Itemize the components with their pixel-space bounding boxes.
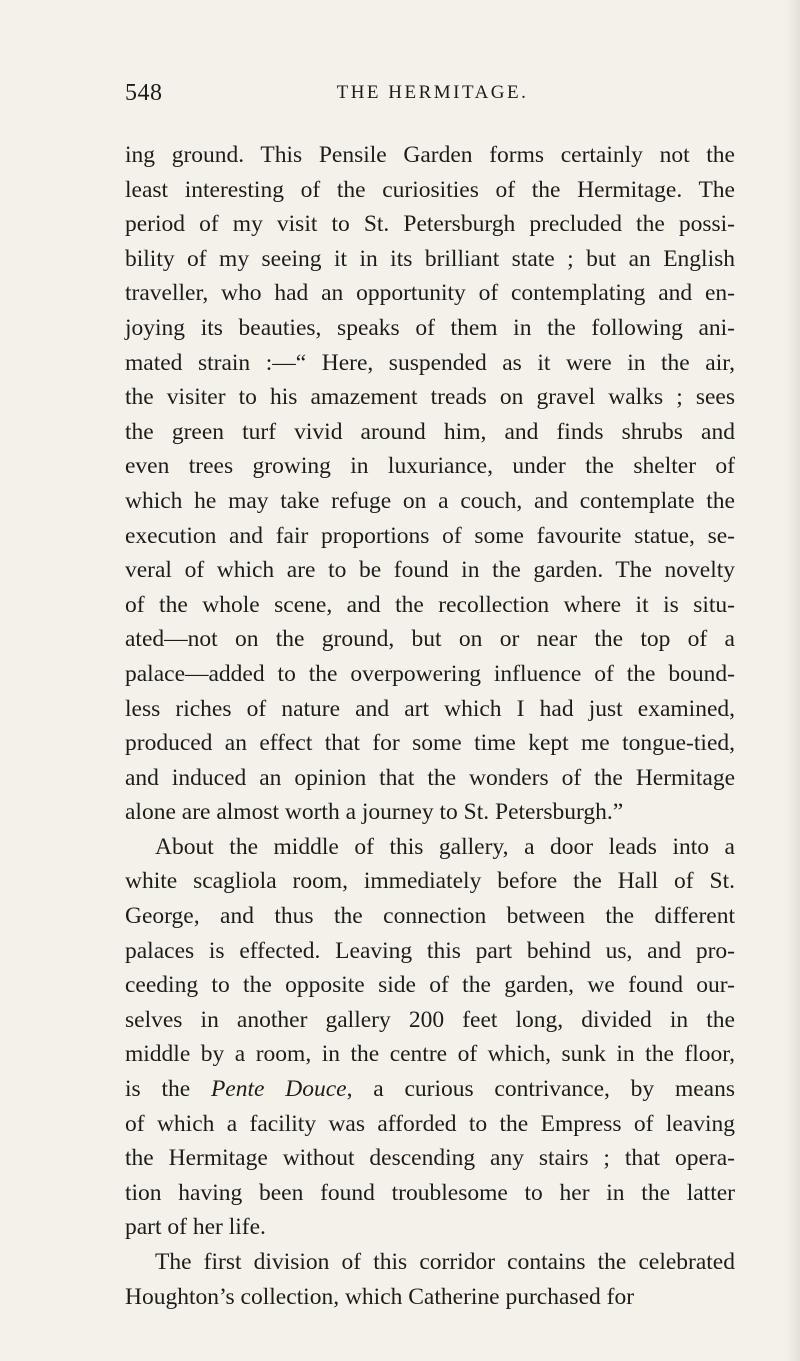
text-line: Houghton’s collection, which Catherine purchased for [125, 1283, 635, 1310]
text-line: veral of which are to be found in the garden. The novelty [125, 557, 735, 584]
text-line: ceeding to the opposite side of the garden, we found our- [125, 972, 735, 999]
text-line: least interesting of the curiosities of the Hermitage. The [125, 176, 735, 203]
text-line: produced an effect that for some time kept me tongue-tied, [125, 730, 735, 757]
text-line: less riches of nature and art which I had just examined, [125, 695, 735, 722]
text-line: the green turf vivid around him, and finds shrubs and [125, 418, 735, 445]
text-line: palaces is effected. Leaving this part behind us, and pro- [125, 937, 735, 964]
text-line: white scagliola room, immediately before the Hall of St. [125, 868, 735, 895]
text-line: ated—not on the ground, but on or near the top of a [125, 626, 735, 653]
text-line: About the middle of this gallery, a door leads into a [155, 833, 735, 860]
text-line: palace—added to the overpowering influence of the bound- [125, 660, 735, 687]
body-text [125, 138, 735, 1314]
text-line: of the whole scene, and the recollection where it is situ- [125, 591, 735, 618]
page-edge-shadow [786, 0, 800, 1361]
text-line: is the Pente Douce, a curious contrivance, by means [125, 1076, 735, 1103]
text-line: tion having been found troublesome to her in the latter [125, 1179, 735, 1206]
text-line: alone are almost worth a journey to St. Petersburgh.” [125, 799, 624, 826]
text-line: traveller, who had an opportunity of contemplating and en- [125, 280, 735, 307]
text-line: middle by a room, in the centre of which, sunk in the floor, [125, 1041, 735, 1068]
page-header [125, 80, 740, 112]
text-line: selves in another gallery 200 feet long, divided in the [125, 1006, 735, 1033]
text-line: period of my visit to St. Petersburgh precluded the possi- [125, 211, 735, 238]
text-line: The first division of this corridor contains the celebrated [155, 1249, 735, 1275]
text-line: the Hermitage without descending any stairs ; that opera- [125, 1145, 735, 1172]
text-line: ing ground. This Pensile Garden forms certainly not the [125, 142, 735, 168]
text-line: the visiter to his amazement treads on gravel walks ; sees [125, 384, 735, 411]
emphasized-term: Pente Douce [210, 1076, 347, 1103]
text-line: George, and thus the connection between the different [125, 903, 735, 930]
text-line: which he may take refuge on a couch, and contemplate the [125, 487, 735, 514]
running-title: THE HERMITAGE. [336, 82, 529, 103]
text-line: even trees growing in luxuriance, under the shelter of [125, 453, 735, 480]
text-line: and induced an opinion that the wonders of the Hermitage [125, 764, 735, 791]
text-line: joying its beauties, speaks of them in the following ani- [125, 314, 735, 341]
text-line: of which a facility was afforded to the Empress of leaving [125, 1110, 735, 1137]
page-number: 548 [125, 80, 163, 106]
text-line: mated strain :—“ Here, suspended as it were in the air, [125, 349, 735, 376]
text-line: bility of my seeing it in its brilliant state ; but an English [125, 245, 735, 272]
text-line: part of her life. [125, 1214, 266, 1241]
text-line: execution and fair proportions of some favourite statue, se- [125, 522, 735, 549]
